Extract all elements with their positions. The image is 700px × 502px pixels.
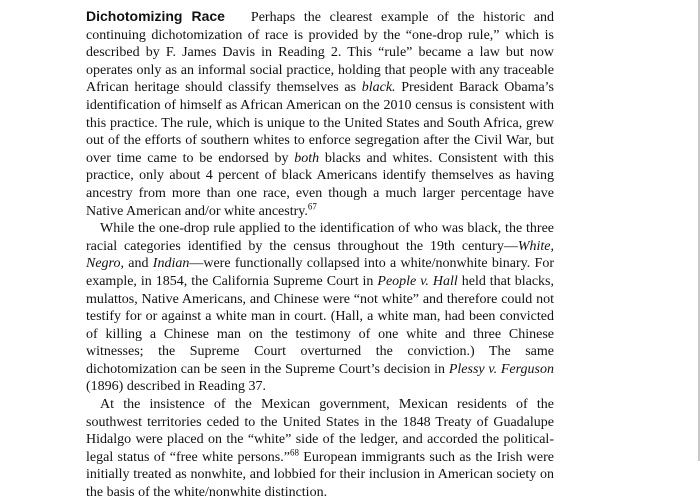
paragraph-text: —were functionally collapsed into a white/nonwhite binary. For example, in 1854, the California Supreme Court in: [86, 256, 554, 289]
paragraph-text: President Barack Obama’s identification of himself as African American on the 2010 census is consistent with this practice. The rule, which is unique to the United States and South Africa, grew out of the efforts of southern whites to enforce segregation after the Civil War, but over time came to be endorsed by: [86, 80, 555, 166]
paragraph-text: While the one-drop rule applied to the identification of who was black, the three racial categories identified by the census throughout the 19th century—: [86, 221, 554, 254]
text-column: [86, 8, 554, 502]
section-heading: Dichotomizing Race: [86, 8, 225, 24]
case-name: Plessy v. Ferguson: [448, 361, 554, 377]
paragraph-dichotomizing-race: [86, 8, 554, 220]
paragraph-text: (1896) described in Reading 37.: [86, 379, 267, 395]
paragraph-text: held that blacks, mulattos, Native Americans, and Chinese were “not white” and therefore could not testify for or against a white man in court. (Hall, a white man, had been convicted of killing a Chinese man on the testimony of one white and three Chinese witnesses; the Supreme Court overturned the conviction.) The same dichotomization can be seen in the Supreme Court’s decision in: [86, 273, 555, 377]
emphasis-text: White, Negro,: [86, 238, 554, 272]
footnote-marker: 67: [307, 200, 317, 211]
paragraph-text: and: [123, 256, 153, 272]
paragraph-text: At the insistence of the Mexican government, Mexican residents of the southwest territories ceded to the United States in the 1848 Treaty of Guadalupe Hidalgo were placed on the “white” side of the ledger, and accorded the political-legal status of “free white persons.”: [86, 397, 554, 465]
emphasis-text: black.: [361, 80, 396, 96]
paragraph-mexican-residents: [86, 396, 554, 502]
emphasis-text: both: [294, 150, 320, 166]
footnote-marker: 68: [289, 447, 299, 458]
paragraph-text: Perhaps the clearest example of the historic and continuing dichotomization of race is provided by the “one-drop rule,” which is described by F. James Davis in Reading 2. This “rule” became a law but now operates only as an informal social practice, holding that people with any traceable African heritage should classify themselves as: [86, 10, 555, 96]
paragraph-text: European immigrants such as the Irish were initially treated as nonwhite, and lobbied for their inclusion in American society on the basis of the white/nonwhite distinction.: [86, 449, 554, 501]
emphasis-text: Indian: [152, 256, 190, 272]
paragraph-text: blacks and whites. Consistent with this practice, only about 4 percent of black Americans identify themselves as having ancestry from more than one race, even though a much larger percentage have Native American and/or white ancestry.: [86, 150, 555, 219]
paragraph-one-drop-rule: [86, 220, 554, 396]
case-name: People v. Hall: [377, 273, 458, 289]
